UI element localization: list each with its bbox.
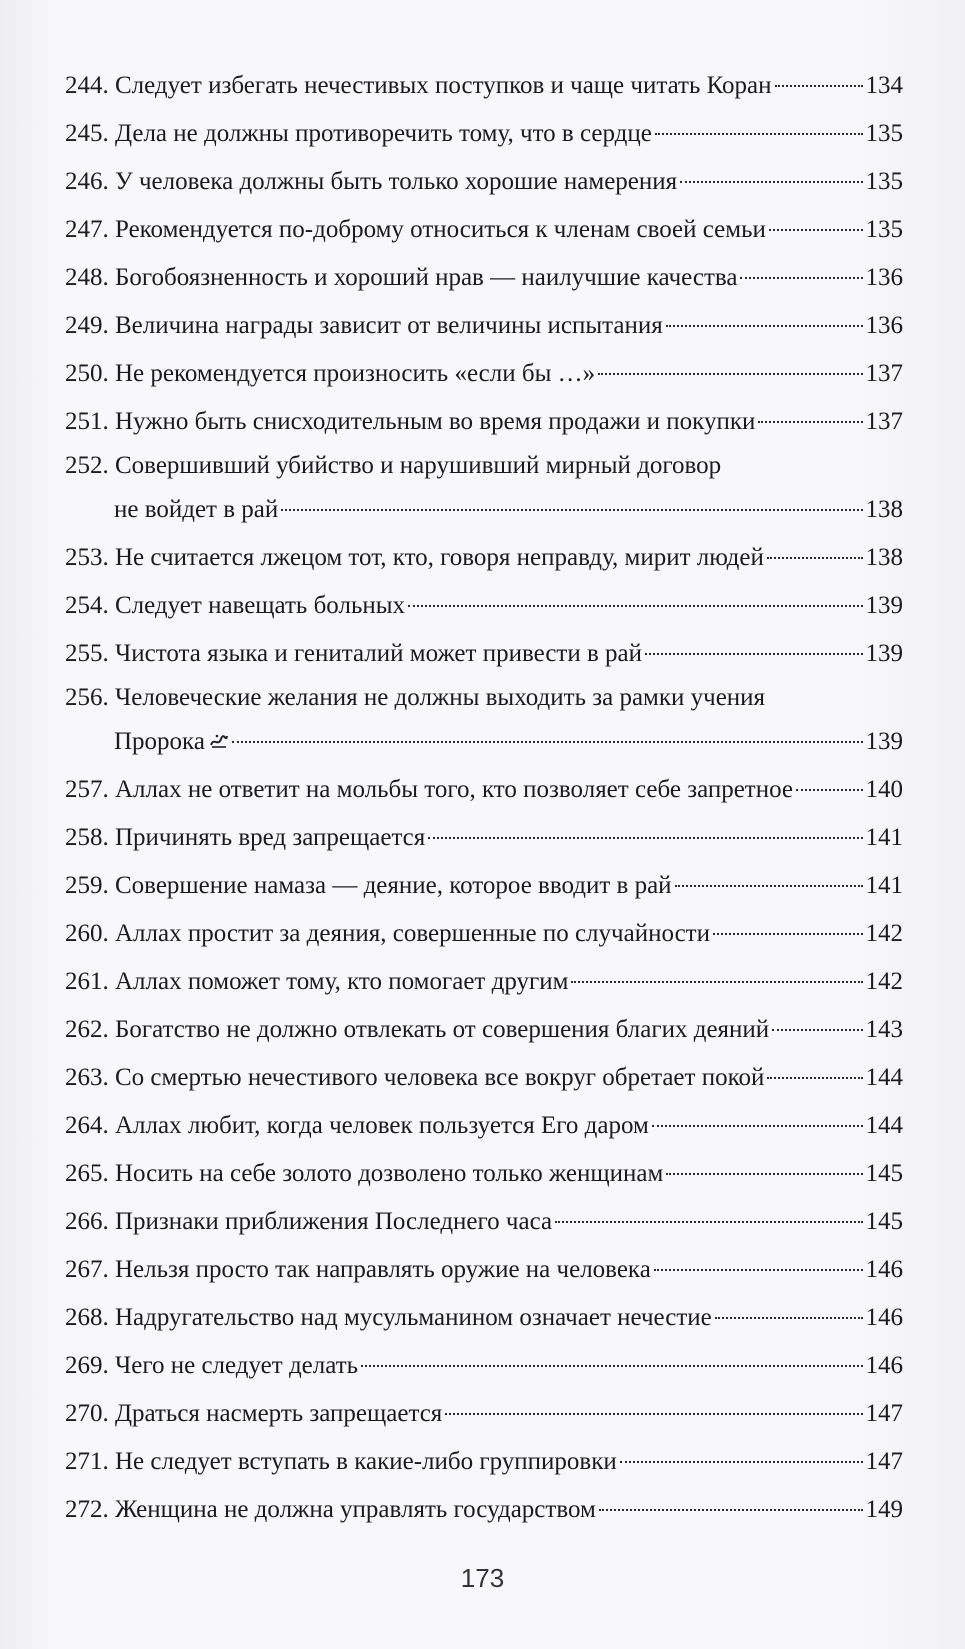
- toc-entry: [65, 158, 903, 206]
- toc-entry-number: 244.: [65, 72, 109, 99]
- toc-entry-title: Признаки приближения Последнего часа: [115, 1208, 553, 1235]
- toc-entry-number: 250.: [65, 360, 109, 387]
- toc-entry-text: [65, 814, 425, 862]
- toc-entry: [65, 766, 903, 814]
- toc-entry: [65, 350, 903, 398]
- toc-entry-text: [65, 1054, 764, 1102]
- toc-entry-text: [65, 1198, 552, 1246]
- toc-entry-number: 252.: [65, 452, 109, 479]
- toc-entry: [65, 1006, 903, 1054]
- toc-entry-title: Причинять вред запрещается: [115, 824, 426, 851]
- dot-leader: [645, 653, 862, 655]
- dot-leader: [767, 1077, 862, 1079]
- dot-leader: [666, 1173, 862, 1175]
- toc-entry-first-line: [65, 678, 903, 718]
- toc-entry-title: Драться насмерть запрещается: [115, 1400, 443, 1427]
- toc-entry-text: [65, 110, 652, 158]
- toc-entry-title: Со смертью нечестивого человека все вокруг обретает покой: [115, 1064, 765, 1091]
- toc-entry-page: 141: [865, 824, 903, 851]
- toc-entry-number: 261.: [65, 968, 109, 995]
- toc-entry-text: [65, 1006, 769, 1054]
- toc-entry-number: 256.: [65, 684, 109, 711]
- dot-leader: [758, 421, 862, 423]
- toc-entry-text: [65, 254, 737, 302]
- toc-entry-number: 264.: [65, 1112, 109, 1139]
- toc-entry-number: 260.: [65, 920, 109, 947]
- toc-entry: [65, 1294, 903, 1342]
- toc-entry: [65, 862, 903, 910]
- salawat-symbol-icon: [209, 733, 229, 749]
- toc-entry-number: 266.: [65, 1208, 109, 1235]
- dot-leader: [675, 885, 863, 887]
- toc-entry-text: [65, 1438, 617, 1486]
- toc-entry: [65, 206, 903, 254]
- toc-entry-number: 247.: [65, 216, 109, 243]
- toc-entry: [65, 678, 903, 766]
- dot-leader: [620, 1461, 863, 1463]
- toc-entry: [65, 302, 903, 350]
- toc-entry-page: 137: [865, 360, 903, 387]
- dot-leader: [599, 1509, 863, 1511]
- toc-entry: [65, 1486, 903, 1534]
- toc-entry: [65, 1198, 903, 1246]
- toc-entry-page: 139: [865, 640, 903, 667]
- dot-leader: [767, 557, 863, 559]
- toc-entry-page: 136: [865, 264, 903, 291]
- dot-leader: [772, 1029, 862, 1031]
- dot-leader: [598, 373, 862, 375]
- toc-entry-page: 146: [865, 1352, 903, 1379]
- toc-entry-title-continued: Пророка: [114, 728, 205, 755]
- toc-entry-number: 249.: [65, 312, 109, 339]
- toc-entry-text: [65, 910, 710, 958]
- toc-entry-page: 138: [865, 544, 903, 571]
- toc-entry-text: [65, 206, 766, 254]
- toc-entry: [65, 1390, 903, 1438]
- dot-leader: [655, 133, 863, 135]
- toc-entry-text: [65, 534, 764, 582]
- toc-entry-title: Аллах любит, когда человек пользуется Его даром: [115, 1112, 649, 1139]
- toc-entry-title: Аллах поможет тому, кто помогает другим: [115, 968, 569, 995]
- toc-entry-text: [65, 862, 672, 910]
- toc-entry-page: 135: [865, 120, 903, 147]
- toc-entry-number: 246.: [65, 168, 109, 195]
- dot-leader: [232, 741, 863, 743]
- toc-entry-title: Богатство не должно отвлекать от совершения благих деяний: [115, 1016, 770, 1043]
- dot-leader: [555, 1221, 862, 1223]
- toc-entry: [65, 1054, 903, 1102]
- toc-entry-first-line: [65, 446, 903, 486]
- dot-leader: [666, 325, 863, 327]
- toc-entry-page: 139: [865, 728, 903, 755]
- toc-entry: [65, 1102, 903, 1150]
- dot-leader: [680, 181, 862, 183]
- dot-leader: [769, 229, 863, 231]
- toc-entry-page: 139: [865, 592, 903, 619]
- toc-entry-text: [65, 582, 405, 630]
- toc-entry-page: 144: [865, 1112, 903, 1139]
- toc-entry-number: 272.: [65, 1496, 109, 1523]
- toc-entry-number: 245.: [65, 120, 109, 147]
- toc-entry-text: [65, 1294, 712, 1342]
- toc-entry-title: Рекомендуется по-доброму относиться к членам своей семьи: [115, 216, 766, 243]
- toc-entry-title: Аллах не ответит на мольбы того, кто позволяет себе запретное: [115, 776, 794, 803]
- toc-entry-page: 147: [865, 1400, 903, 1427]
- dot-leader: [796, 789, 862, 791]
- toc-entry: [65, 534, 903, 582]
- toc-entry-page: 134: [865, 72, 903, 99]
- toc-entry-title: Следует избегать нечестивых поступков и чаще читать Коран: [115, 72, 772, 99]
- toc-entry-page: 141: [865, 872, 903, 899]
- toc-entry-title-continued: не войдет в рай: [114, 496, 279, 523]
- toc-entry: [65, 446, 903, 534]
- toc-entry: [65, 958, 903, 1006]
- toc-entry-number: 253.: [65, 544, 109, 571]
- toc-entry-number: 268.: [65, 1304, 109, 1331]
- toc-entry-title: Носить на себе золото дозволено только женщинам: [115, 1160, 664, 1187]
- toc-entry-page: 146: [865, 1256, 903, 1283]
- toc-entry-text: [65, 302, 663, 350]
- toc-entry-text: [65, 62, 772, 110]
- toc-entry-title: Чего не следует делать: [115, 1352, 359, 1379]
- toc-entry-page: 144: [865, 1064, 903, 1091]
- toc-entry-text: [65, 1150, 663, 1198]
- dot-leader: [408, 605, 862, 607]
- toc-entry-title: Дела не должны противоречить тому, что в сердце: [115, 120, 652, 147]
- toc-entry-text: [65, 1102, 649, 1150]
- toc-entry-number: 254.: [65, 592, 109, 619]
- toc-entry-text: [65, 398, 755, 446]
- toc-entry: [65, 254, 903, 302]
- toc-entry-number: 265.: [65, 1160, 109, 1187]
- toc-entry-page: 149: [865, 1496, 903, 1523]
- toc-entry-number: 251.: [65, 408, 109, 435]
- toc-entry: [65, 1342, 903, 1390]
- toc-entry-page: 135: [865, 216, 903, 243]
- toc-entry-page: 142: [865, 968, 903, 995]
- toc-entry-page: 147: [865, 1448, 903, 1475]
- toc-entry-title: Человеческие желания не должны выходить за рамки учения: [115, 684, 766, 711]
- dot-leader: [775, 85, 863, 87]
- toc-entry-text: [65, 1246, 651, 1294]
- toc-entry-number: 270.: [65, 1400, 109, 1427]
- toc-entry-title: Следует навещать больных: [115, 592, 406, 619]
- toc-entry-page: 135: [865, 168, 903, 195]
- toc-entry-title: Аллах простит за деяния, совершенные по случайности: [115, 920, 710, 947]
- toc-entry-page: 146: [865, 1304, 903, 1331]
- toc-entry-number: 271.: [65, 1448, 109, 1475]
- toc-entry-title: У человека должны быть только хорошие намерения: [115, 168, 678, 195]
- toc-entry: [65, 1438, 903, 1486]
- dot-leader: [281, 509, 862, 511]
- page-number: 173: [460, 1563, 505, 1593]
- toc-entry-title: Величина награды зависит от величины испытания: [115, 312, 663, 339]
- toc-entry-number: 258.: [65, 824, 109, 851]
- table-of-contents: [65, 62, 903, 1534]
- dot-leader: [428, 837, 862, 839]
- dot-leader: [740, 277, 862, 279]
- dot-leader: [445, 1413, 862, 1415]
- toc-entry-text: [65, 158, 677, 206]
- toc-entry-title: Женщина не должна управлять государством: [115, 1496, 596, 1523]
- toc-entry-text: [65, 350, 595, 398]
- toc-entry-number: 259.: [65, 872, 109, 899]
- toc-entry-page: 145: [865, 1160, 903, 1187]
- toc-entry: [65, 910, 903, 958]
- toc-entry-title: Не следует вступать в какие-либо группировки: [115, 1448, 617, 1475]
- dot-leader: [361, 1365, 862, 1367]
- toc-entry-number: 257.: [65, 776, 109, 803]
- toc-entry-title: Нужно быть снисходительным во время продажи и покупки: [115, 408, 756, 435]
- toc-entry: [65, 62, 903, 110]
- toc-entry-text: [65, 1390, 442, 1438]
- toc-entry-number: 269.: [65, 1352, 109, 1379]
- toc-entry: [65, 398, 903, 446]
- toc-entry-page: 140: [865, 776, 903, 803]
- toc-entry-text: [65, 1486, 596, 1534]
- dot-leader: [713, 933, 863, 935]
- toc-entry-number: 267.: [65, 1256, 109, 1283]
- dot-leader: [571, 981, 862, 983]
- toc-entry-page: 138: [865, 496, 903, 523]
- toc-entry: [65, 1150, 903, 1198]
- toc-entry: [65, 814, 903, 862]
- toc-entry-page: 137: [865, 408, 903, 435]
- toc-entry-title: Совершивший убийство и нарушивший мирный договор: [115, 452, 722, 479]
- toc-entry-text: [65, 958, 568, 1006]
- toc-entry-number: 263.: [65, 1064, 109, 1091]
- dot-leader: [715, 1317, 863, 1319]
- toc-entry-title: Не рекомендуется произносить «если бы …»: [115, 360, 596, 387]
- toc-entry-text: [65, 766, 793, 814]
- toc-entry-text: [65, 1342, 358, 1390]
- toc-entry-title: Совершение намаза — деяние, которое вводит в рай: [115, 872, 672, 899]
- toc-entry-title: Не считается лжецом тот, кто, говоря неправду, мирит людей: [115, 544, 764, 571]
- toc-entry-title: Богобоязненность и хороший нрав — наилучшие качества: [115, 264, 738, 291]
- dot-leader: [652, 1125, 863, 1127]
- toc-entry-page: 145: [865, 1208, 903, 1235]
- toc-entry: [65, 1246, 903, 1294]
- toc-entry-page: 142: [865, 920, 903, 947]
- toc-entry-page: 143: [865, 1016, 903, 1043]
- dot-leader: [654, 1269, 863, 1271]
- toc-entry-text: [65, 630, 642, 678]
- toc-entry-number: 262.: [65, 1016, 109, 1043]
- toc-entry-page: 136: [865, 312, 903, 339]
- toc-entry-title: Чистота языка и гениталий может привести в рай: [115, 640, 643, 667]
- toc-entry: [65, 630, 903, 678]
- toc-entry: [65, 582, 903, 630]
- toc-entry-number: 255.: [65, 640, 109, 667]
- toc-entry-number: 248.: [65, 264, 109, 291]
- toc-entry: [65, 110, 903, 158]
- toc-entry-title: Надругательство над мусульманином означает нечестие: [115, 1304, 712, 1331]
- toc-entry-title: Нельзя просто так направлять оружие на человека: [115, 1256, 651, 1283]
